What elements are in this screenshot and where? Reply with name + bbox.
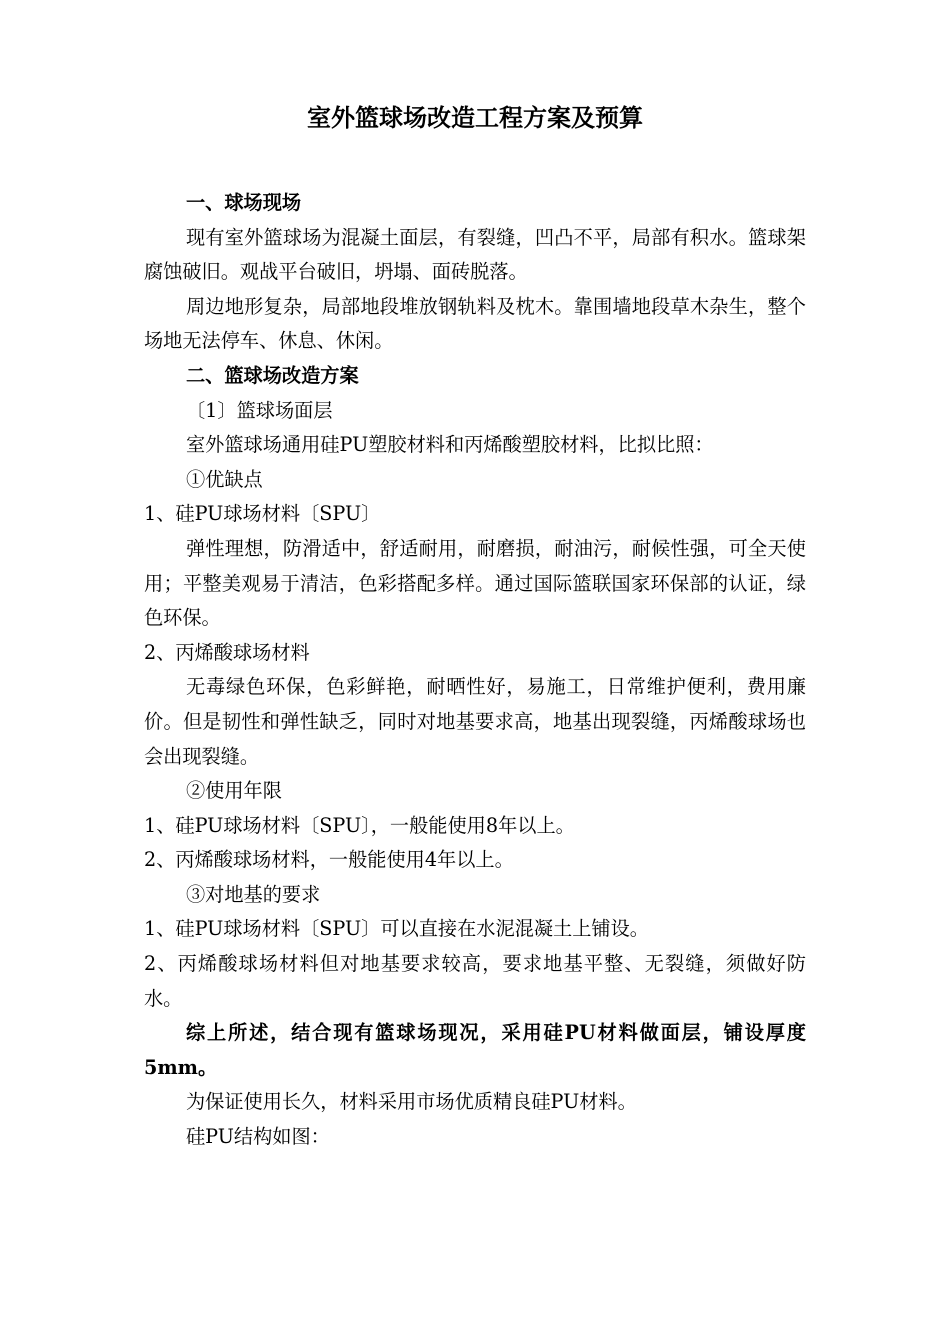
paragraph: 无毒绿色环保，色彩鲜艳，耐晒性好，易施工，日常维护便利，费用廉价。但是韧性和弹性缺乏，同时对地基要求高，地基出现裂缝，丙烯酸球场也会出现裂缝。: [144, 675, 806, 768]
paragraph: 室外篮球场通用硅PU塑胶材料和丙烯酸塑胶材料，比拟比照：: [186, 433, 714, 457]
paragraph: 1、硅PU球场材料〔SPU〕，一般能使用8年以上。: [144, 813, 575, 837]
paragraph: 硅PU结构如图：: [186, 1125, 330, 1149]
document-title: 室外篮球场改造工程方案及预算: [307, 104, 643, 132]
paragraph: 〔1〕篮球场面层: [186, 398, 333, 422]
paragraph: 现有室外篮球场为混凝土面层，有裂缝，凹凸不平，局部有积水。篮球架腐蚀破旧。观战平台破旧，坍塌、面砖脱落。: [144, 225, 806, 284]
paragraph: 弹性理想，防滑适中，舒适耐用，耐磨损，耐油污，耐候性强，可全天使用；平整美观易于清洁，色彩搭配多样。通过国际篮联国家环保部的认证，绿色环保。: [144, 536, 806, 630]
paragraph: ②使用年限: [186, 779, 282, 803]
document-body: [144, 186, 806, 1155]
paragraph: 2、丙烯酸球场材料但对地基要求较高，要求地基平整、无裂缝，须做好防水。: [144, 952, 806, 1010]
section-heading: 二、篮球场改造方案: [186, 363, 359, 387]
paragraph: 周边地形复杂，局部地段堆放钢轨料及枕木。靠围墙地段草木杂生，整个场地无法停车、休息、休闲。: [144, 294, 806, 353]
paragraph: 1、硅PU球场材料〔SPU〕: [144, 502, 381, 526]
paragraph: 1、硅PU球场材料〔SPU〕可以直接在水泥混凝土上铺设。: [144, 917, 649, 941]
paragraph: ③对地基的要求: [186, 882, 321, 906]
paragraph: 2、丙烯酸球场材料: [144, 640, 310, 664]
paragraph: 为保证使用长久，材料采用市场优质精良硅PU材料。: [186, 1090, 637, 1114]
paragraph: 2、丙烯酸球场材料，一般能使用4年以上。: [144, 848, 514, 872]
paragraph: ①优缺点: [186, 467, 263, 491]
section-heading: 一、球场现场: [186, 191, 302, 214]
section-heading: 综上所述，结合现有篮球场现况，采用硅PU材料做面层，铺设厚度5mm。: [144, 1021, 806, 1079]
